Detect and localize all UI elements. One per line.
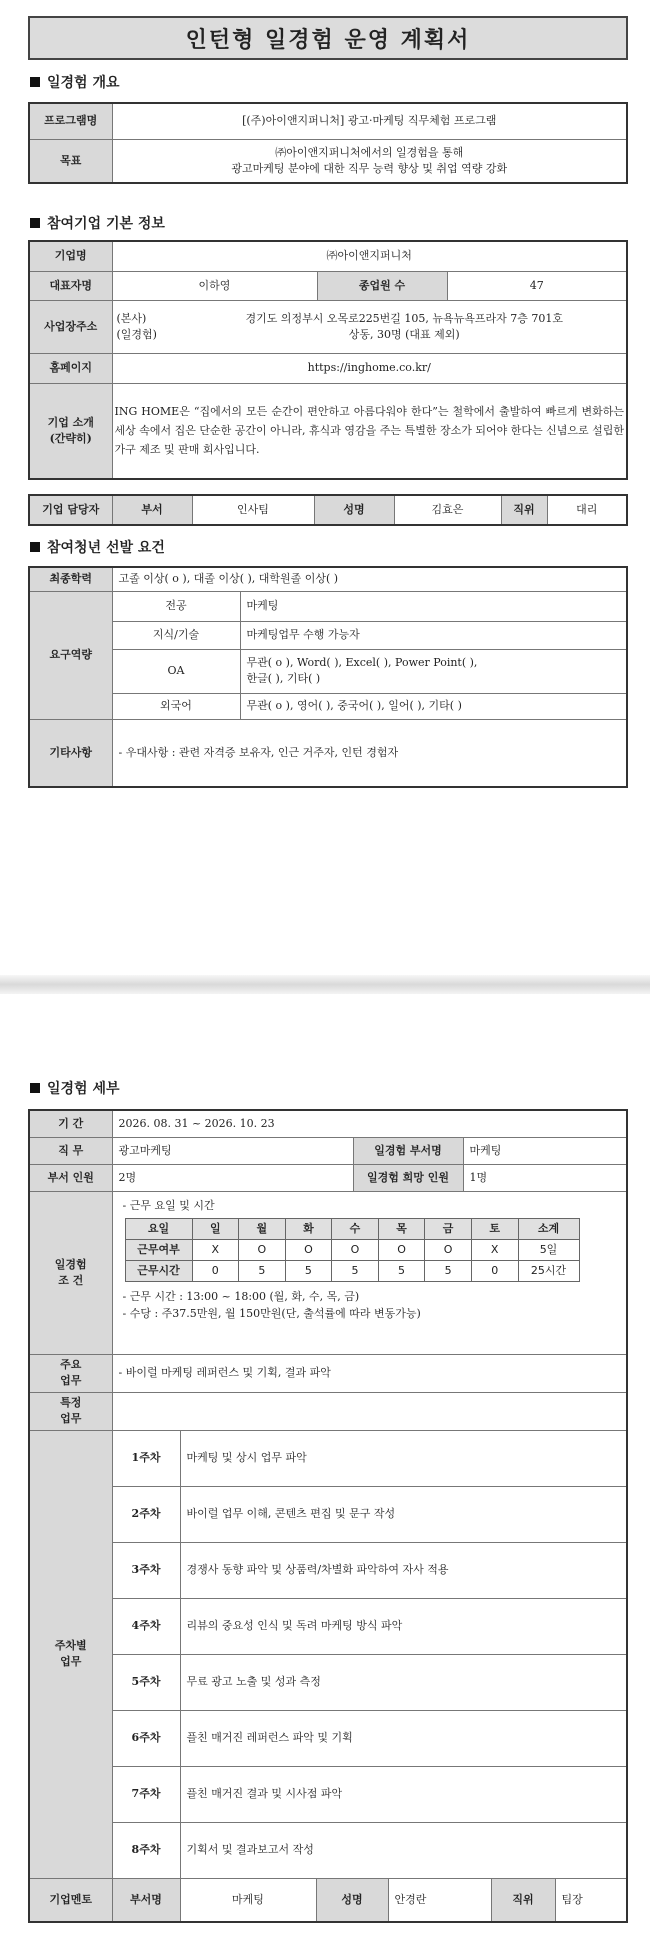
schedule-cell: O <box>285 1240 332 1261</box>
week-row <box>29 1542 627 1598</box>
square-bullet-icon <box>30 1083 40 1093</box>
main-task-label-line-2: 업무 <box>60 1374 82 1387</box>
week-task: 기획서 및 결과보고서 작성 <box>180 1822 627 1878</box>
hope-label: 일경험 희망 인원 <box>353 1164 463 1191</box>
schedule-cell: X <box>471 1240 518 1261</box>
staff-label: 부서 인원 <box>29 1164 112 1191</box>
schedule-cell: 5 <box>332 1261 379 1282</box>
schedule-cell: 5 <box>285 1261 332 1282</box>
week-number: 4주차 <box>112 1598 180 1654</box>
address-work-key: (일경험) <box>116 327 157 341</box>
week-task: 경쟁사 동향 파악 및 상품력/차별화 파악하여 자사 적용 <box>180 1542 627 1598</box>
week-row <box>29 1822 627 1878</box>
program-label: 프로그램명 <box>29 103 112 139</box>
schedule-cell: X <box>192 1240 239 1261</box>
weekly-task-label <box>29 1430 112 1878</box>
mentor-position-label: 직위 <box>491 1879 555 1921</box>
address-label: 사업장주소 <box>29 300 112 353</box>
week-row <box>29 1598 627 1654</box>
education-label: 최종학력 <box>29 567 112 591</box>
schedule-cell: O <box>332 1240 379 1261</box>
special-task-label-line-2: 업무 <box>60 1412 82 1425</box>
page-2 <box>0 994 650 1938</box>
schedule-header-cell: 토 <box>471 1219 518 1240</box>
requirements-heading: 참여청년 선발 요건 <box>47 540 165 556</box>
mentor-cell <box>29 1878 627 1922</box>
requirements-table <box>28 566 628 788</box>
language-label: 외국어 <box>112 693 240 719</box>
language-value: 무관( o ), 영어( ), 중국어( ), 일어( ), 기타( ) <box>240 693 627 719</box>
oa-label: OA <box>112 649 240 693</box>
week-task: 마케팅 및 상시 업무 파악 <box>180 1430 627 1486</box>
week-number: 6주차 <box>112 1710 180 1766</box>
special-task-label <box>29 1392 112 1430</box>
contact-dept-value: 인사팀 <box>192 495 314 525</box>
schedule-header-cell: 소계 <box>518 1219 579 1240</box>
mentor-dept-label: 부서명 <box>112 1879 180 1921</box>
knowledge-label: 지식/기술 <box>112 621 240 649</box>
condition-footer <box>113 1286 627 1328</box>
square-bullet-icon <box>30 218 40 228</box>
condition-cell <box>112 1191 627 1354</box>
major-value: 마케팅 <box>240 591 627 621</box>
address-work-value: 상동, 30명 (대표 제외) <box>348 327 460 341</box>
schedule-cell: 5 <box>378 1261 425 1282</box>
week-number: 5주차 <box>112 1654 180 1710</box>
week-number: 8주차 <box>112 1822 180 1878</box>
schedule-header-cell: 요일 <box>125 1219 192 1240</box>
schedule-row-label: 근무여부 <box>125 1240 192 1261</box>
address-hq-key: (본사) <box>116 311 147 325</box>
details-heading: 일경험 세부 <box>47 1081 120 1097</box>
etc-label: 기타사항 <box>29 719 112 787</box>
employees-value: 47 <box>447 271 627 300</box>
week-row <box>29 1430 627 1486</box>
company-name-value: ㈜아이앤지퍼니처 <box>112 241 627 271</box>
document-title: 인턴형 일경험 운영 계획서 <box>28 16 628 60</box>
week-number: 1주차 <box>112 1430 180 1486</box>
mentor-name-value: 안경란 <box>388 1879 491 1921</box>
program-value: [(주)아이앤지퍼니처] 광고·마케팅 직무체험 프로그램 <box>112 103 627 139</box>
schedule-cell: O <box>239 1240 286 1261</box>
contact-name-label: 성명 <box>314 495 394 525</box>
schedule-header-cell: 금 <box>425 1219 472 1240</box>
main-task-value: - 바이럴 마케팅 레퍼런스 및 기획, 결과 파악 <box>112 1354 627 1392</box>
condition-pay: - 수당 : 주37.5만원, 월 150만원(단, 출석률에 따라 변동가능) <box>122 1307 421 1321</box>
week-task: 바이럴 업무 이해, 콘텐츠 편집 및 문구 작성 <box>180 1486 627 1542</box>
contact-label: 기업 담당자 <box>29 495 112 525</box>
knowledge-value: 마케팅업무 수행 가능자 <box>240 621 627 649</box>
schedule-cell: 0 <box>192 1261 239 1282</box>
week-number: 2주차 <box>112 1486 180 1542</box>
schedule-cell: 5일 <box>518 1240 579 1261</box>
main-task-label <box>29 1354 112 1392</box>
contact-position-value: 대리 <box>547 495 627 525</box>
section-heading-details <box>30 1078 120 1098</box>
address-value <box>112 300 627 353</box>
company-name-label: 기업명 <box>29 241 112 271</box>
etc-value: - 우대사항 : 관련 자격증 보유자, 인근 거주자, 인턴 경험자 <box>112 719 627 787</box>
goal-label: 목표 <box>29 139 112 183</box>
goal-value <box>112 139 627 183</box>
schedule-row-workdays <box>125 1240 579 1261</box>
mentor-position-value: 팀장 <box>555 1879 626 1921</box>
staff-value: 2명 <box>112 1164 353 1191</box>
weekly-task-label-line-1: 주차별 <box>54 1639 87 1653</box>
condition-label-line-2: 조 건 <box>58 1273 84 1287</box>
address-hq-value: 경기도 의정부시 오목로225번길 105, 뉴욕뉴욕프라자 7층 701호 <box>245 311 564 325</box>
week-task: 플친 매거진 레퍼런스 파악 및 기획 <box>180 1710 627 1766</box>
hope-value: 1명 <box>463 1164 627 1191</box>
week-task: 플친 매거진 결과 및 시사점 파악 <box>180 1766 627 1822</box>
dept-value: 마케팅 <box>463 1137 627 1164</box>
company-heading: 참여기업 기본 정보 <box>47 216 165 232</box>
homepage-value[interactable]: https://inghome.co.kr/ <box>112 353 627 383</box>
weekly-tasks <box>29 1430 627 1878</box>
square-bullet-icon <box>30 542 40 552</box>
week-task: 리뷰의 중요성 인식 및 독려 마케팅 방식 파악 <box>180 1598 627 1654</box>
special-task-label-line-1: 특정 <box>60 1396 82 1410</box>
special-task-value <box>112 1392 627 1430</box>
week-row <box>29 1654 627 1710</box>
schedule-cell: O <box>378 1240 425 1261</box>
mentor-table <box>30 1879 626 1921</box>
job-label: 직 무 <box>29 1137 112 1164</box>
address-work-line <box>117 327 623 343</box>
ceo-value: 이하영 <box>112 271 317 300</box>
oa-line-2: 한글( ), 기타( ) <box>246 672 321 685</box>
education-value: 고졸 이상( o ), 대졸 이상( ), 대학원졸 이상( ) <box>112 567 627 591</box>
schedule-header-cell: 화 <box>285 1219 332 1240</box>
main-task-label-line-1: 주요 <box>60 1358 82 1372</box>
week-number: 7주차 <box>112 1766 180 1822</box>
period-value: 2026. 08. 31 ~ 2026. 10. 23 <box>112 1110 627 1137</box>
overview-table <box>28 102 628 184</box>
goal-line-2: 광고마케팅 분야에 대한 직무 능력 향상 및 취업 역량 강화 <box>231 161 508 175</box>
major-label: 전공 <box>112 591 240 621</box>
schedule-row-label: 근무시간 <box>125 1261 192 1282</box>
mentor-dept-value: 마케팅 <box>180 1879 316 1921</box>
dept-label: 일경험 부서명 <box>353 1137 463 1164</box>
period-label: 기 간 <box>29 1110 112 1137</box>
schedule-cell: O <box>425 1240 472 1261</box>
oa-line-1: 무관( o ), Word( ), Excel( ), Power Point( ), <box>246 656 478 670</box>
contact-position-label: 직위 <box>501 495 547 525</box>
schedule-table <box>125 1218 580 1282</box>
schedule-header-cell: 수 <box>332 1219 379 1240</box>
mentor-name-label: 성명 <box>316 1879 388 1921</box>
mentor-label: 기업멘토 <box>30 1879 112 1921</box>
week-row <box>29 1766 627 1822</box>
section-heading-company <box>30 213 165 233</box>
section-heading-overview <box>30 72 120 92</box>
contact-name-value: 김효은 <box>394 495 501 525</box>
schedule-cell: 0 <box>471 1261 518 1282</box>
page-break <box>0 975 650 994</box>
homepage-label: 홈페이지 <box>29 353 112 383</box>
week-row <box>29 1710 627 1766</box>
contact-dept-label: 부서 <box>112 495 192 525</box>
ceo-label: 대표자명 <box>29 271 112 300</box>
condition-hours: - 근무 시간 : 13:00 ~ 18:00 (월, 화, 수, 목, 금) <box>122 1290 360 1303</box>
week-task: 무료 광고 노출 및 성과 측정 <box>180 1654 627 1710</box>
condition-label-line-1: 일경험 <box>54 1257 87 1271</box>
job-value: 광고마케팅 <box>112 1137 353 1164</box>
schedule-header-row <box>125 1219 579 1240</box>
intro-label <box>29 383 112 479</box>
intro-label-line-1: 기업 소개 <box>47 415 94 429</box>
condition-label <box>29 1191 112 1354</box>
week-number: 3주차 <box>112 1542 180 1598</box>
overview-heading: 일경험 개요 <box>47 75 120 91</box>
company-table <box>28 240 628 480</box>
contact-table <box>28 494 628 526</box>
goal-line-1: ㈜아이앤지퍼니처에서의 일경험을 통해 <box>275 145 464 159</box>
schedule-row-hours <box>125 1261 579 1282</box>
schedule-header-cell: 목 <box>378 1219 425 1240</box>
week-row <box>29 1486 627 1542</box>
square-bullet-icon <box>30 77 40 87</box>
schedule-cell: 25시간 <box>518 1261 579 1282</box>
condition-intro: - 근무 요일 및 시간 <box>122 1198 215 1212</box>
competency-label: 요구역량 <box>29 591 112 719</box>
weekly-task-label-line-2: 업무 <box>60 1655 82 1668</box>
details-table <box>28 1109 628 1923</box>
intro-label-line-2: (간략히) <box>49 431 92 445</box>
schedule-cell: 5 <box>239 1261 286 1282</box>
intro-text: ING HOME은 “집에서의 모든 순간이 편안하고 아름다워야 한다”는 철학에서 출발하여 빠르게 변화하는 세상 속에서 집은 단순한 공간이 아니라, 휴식과 영감을 주는 특별한 장소가 되어야 한다는 신념으로 설립한 가구 제조 및 판매 회사입니다. <box>112 383 627 479</box>
address-hq-line <box>117 311 623 327</box>
employees-label: 종업원 수 <box>317 271 447 300</box>
section-heading-requirements <box>30 537 165 557</box>
oa-value <box>240 649 627 693</box>
schedule-header-cell: 일 <box>192 1219 239 1240</box>
schedule-header-cell: 월 <box>239 1219 286 1240</box>
schedule-cell: 5 <box>425 1261 472 1282</box>
